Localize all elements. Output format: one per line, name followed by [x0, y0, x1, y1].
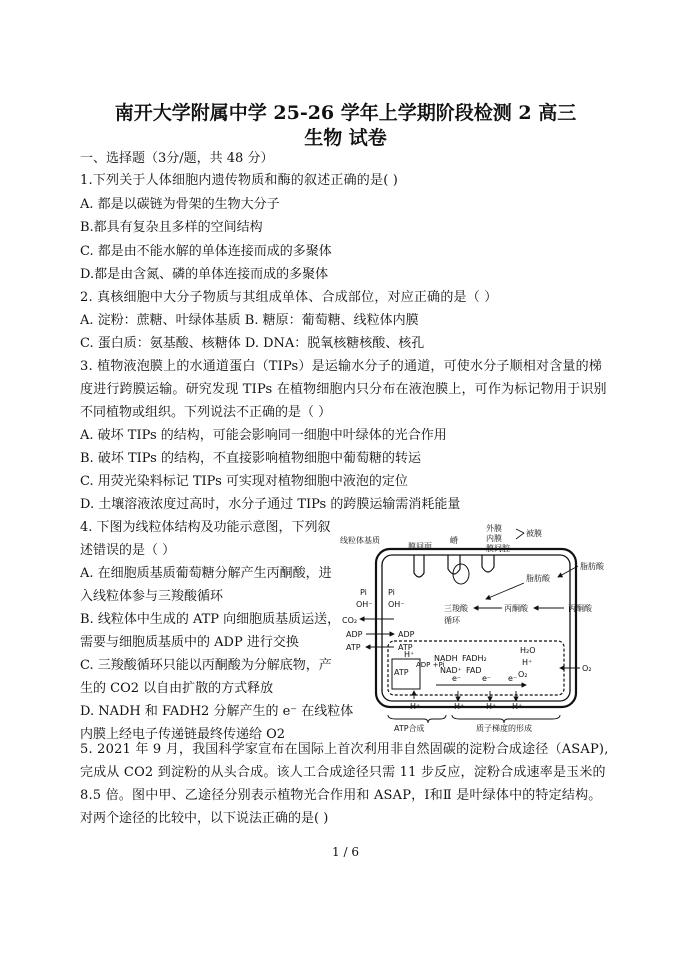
label-pyruvate-in: 丙酮酸: [504, 604, 528, 613]
label-h2o: H₂O: [520, 646, 536, 655]
label-atp-synthesis: ATP合成: [394, 724, 425, 733]
label-space: 膜间腔: [486, 544, 510, 553]
label-membrane-face: 膜间面: [408, 542, 432, 551]
label-adp-in: ADP: [398, 630, 415, 639]
label-proton-gradient: 质子梯度的形成: [476, 724, 532, 733]
q1-option-b: B.都具有复杂且多样的空间结构: [80, 220, 263, 235]
label-h-plus-top: H⁺: [522, 658, 533, 667]
q3-stem-3: 不同植物或组织。下列说法不正确的是（ ）: [80, 405, 332, 420]
label-pyruvate-out: 丙酮酸: [568, 604, 592, 613]
q4-option-d-1: D. NADH 和 FADH2 分解产生的 e⁻ 在线粒体: [80, 704, 354, 719]
label-adp-pi: ADP +Pi: [416, 661, 445, 669]
label-co2: CO₂: [342, 616, 358, 625]
label-o2-outer: O₂: [582, 664, 592, 673]
label-o2-inner: O₂: [518, 670, 528, 679]
q4-option-a-1: A. 在细胞质基质葡萄糖分解产生丙酮酸，进: [80, 566, 332, 581]
q2-options-cd: C. 蛋白质：氨基酸、核糖体 D. DNA：脱氧核糖核酸、核孔: [80, 336, 425, 351]
q5-line-4: 对两个途径的比较中，以下说法正确的是( ): [80, 811, 329, 826]
q1-option-d: D.都是由含氮、磷的单体连接而成的多聚体: [80, 267, 329, 282]
label-outer: 外膜: [486, 524, 502, 533]
label-inner: 内膜: [486, 534, 502, 543]
page-number: 1 / 6: [332, 845, 359, 859]
q4-stem-2: 述错误的是（ ）: [80, 543, 176, 558]
q3-option-c: C. 用荧光染料标记 TIPs 可实现对植物细胞中液泡的定位: [80, 474, 408, 489]
label-fatty-acid-out: 脂肪酸: [580, 562, 604, 571]
label-pi-in: Pi: [388, 588, 395, 597]
label-tca-2: 循环: [444, 616, 460, 625]
section-heading: 一、选择题（3分/题，共 48 分）: [80, 151, 274, 166]
q1-stem: 1.下列关于人体细胞内遗传物质和酶的叙述正确的是( ): [80, 173, 399, 188]
label-pi-out: Pi: [360, 588, 367, 597]
label-tca-1: 三羧酸: [444, 604, 468, 613]
label-e-3: e⁻: [508, 674, 518, 683]
crista-1: [414, 555, 424, 577]
mitochondrion-diagram: [336, 519, 612, 733]
label-atp-out: ATP: [346, 643, 361, 652]
crista-3: [482, 555, 494, 572]
q4-option-c-2: 生的 CO2 以自由扩散的方式释放: [80, 681, 274, 696]
q3-option-b: B. 破坏 TIPs 的结构，不直接影响植物细胞中葡萄糖的转运: [80, 451, 421, 466]
label-adp-out: ADP: [346, 630, 363, 639]
label-capsule: 被膜: [526, 529, 542, 538]
label-h-plus-b1: H⁺: [410, 702, 421, 711]
q4-option-c-1: C. 三羧酸循环只能以丙酮酸为分解底物，产: [80, 658, 332, 673]
q3-stem-2: 度进行跨膜运输。研究发现 TIPs 在植物细胞内只分布在液泡膜上，可作为标记物用于识别: [80, 382, 607, 397]
q4-option-d-2: 内膜上经电子传递链最终传递给 O2: [80, 727, 286, 742]
q2-options-ab: A. 淀粉：蔗糖、叶绿体基质 B. 糖原：葡萄糖、线粒体内膜: [80, 313, 419, 328]
label-atp-synthase-atp: ATP: [394, 668, 409, 677]
label-fad: FAD: [466, 666, 482, 675]
q2-stem: 2. 真核细胞中大分子物质与其组成单体、合成部位，对应正确的是（ ）: [80, 290, 498, 305]
q4-option-b-1: B. 线粒体中生成的 ATP 向细胞质基质运送，: [80, 612, 341, 627]
q3-option-a: A. 破坏 TIPs 的结构，可能会影响同一细胞中叶绿体的光合作用: [80, 428, 447, 443]
label-e-1: e⁻: [452, 674, 462, 683]
q1-option-a: A. 都是以碳链为骨架的生物大分子: [80, 197, 280, 212]
label-h-plus-b2: H⁺: [454, 702, 465, 711]
label-atp-in: ATP: [398, 643, 413, 652]
label-oh-in: OH⁻: [388, 600, 405, 609]
label-matrix: 线粒体基质: [340, 536, 380, 545]
q5-line-3: 8.5 倍。图中甲、乙途径分别表示植物光合作用和 ASAP，Ⅰ和Ⅱ 是叶绿体中的特定结构。: [80, 788, 602, 803]
q1-option-c: C. 都是由不能水解的单体连接而成的多聚体: [80, 244, 332, 259]
q5-line-2: 完成从 CO2 到淀粉的从头合成。该人工合成途径只需 11 步反应，淀粉合成速率是玉米的: [80, 765, 606, 780]
q4-option-b-2: 需要与细胞质基质中的 ADP 进行交换: [80, 635, 299, 650]
label-nadh: NADH: [434, 654, 458, 663]
q3-stem-1: 3. 植物液泡膜上的水通道蛋白（TIPs）是运输水分子的通道，可使水分子顺相对含量的梯: [80, 359, 603, 374]
q4-option-a-2: 入线粒体参与三羧酸循环: [80, 589, 224, 604]
label-h-plus-b3: H⁺: [486, 702, 497, 711]
exam-title: 南开大学附属中学 25-26 学年上学期阶段检测 2 高三: [114, 102, 577, 124]
label-h-plus-left: H⁺: [404, 650, 415, 659]
outer-membrane: [376, 549, 576, 707]
label-oh-out: OH⁻: [356, 600, 373, 609]
label-nad: NAD⁺: [440, 666, 462, 675]
q3-option-d: D. 土壤溶液浓度过高时，水分子通过 TIPs 的跨膜运输需消耗能量: [80, 497, 461, 512]
q5-line-1: 5. 2021 年 9 月，我国科学家宣布在国际上首次利用非自然固碳的淀粉合成途径（ASAP),: [80, 742, 609, 757]
label-crista: 嵴: [450, 536, 458, 545]
label-h-plus-b4: H⁺: [512, 702, 523, 711]
label-fadh2: FADH₂: [462, 654, 487, 663]
label-e-2: e⁻: [482, 674, 492, 683]
exam-subtitle: 生物 试卷: [304, 127, 387, 149]
q4-stem-1: 4. 下图为线粒体结构及功能示意图，下列叙: [80, 520, 331, 535]
label-fatty-acid-in: 脂肪酸: [526, 574, 550, 583]
